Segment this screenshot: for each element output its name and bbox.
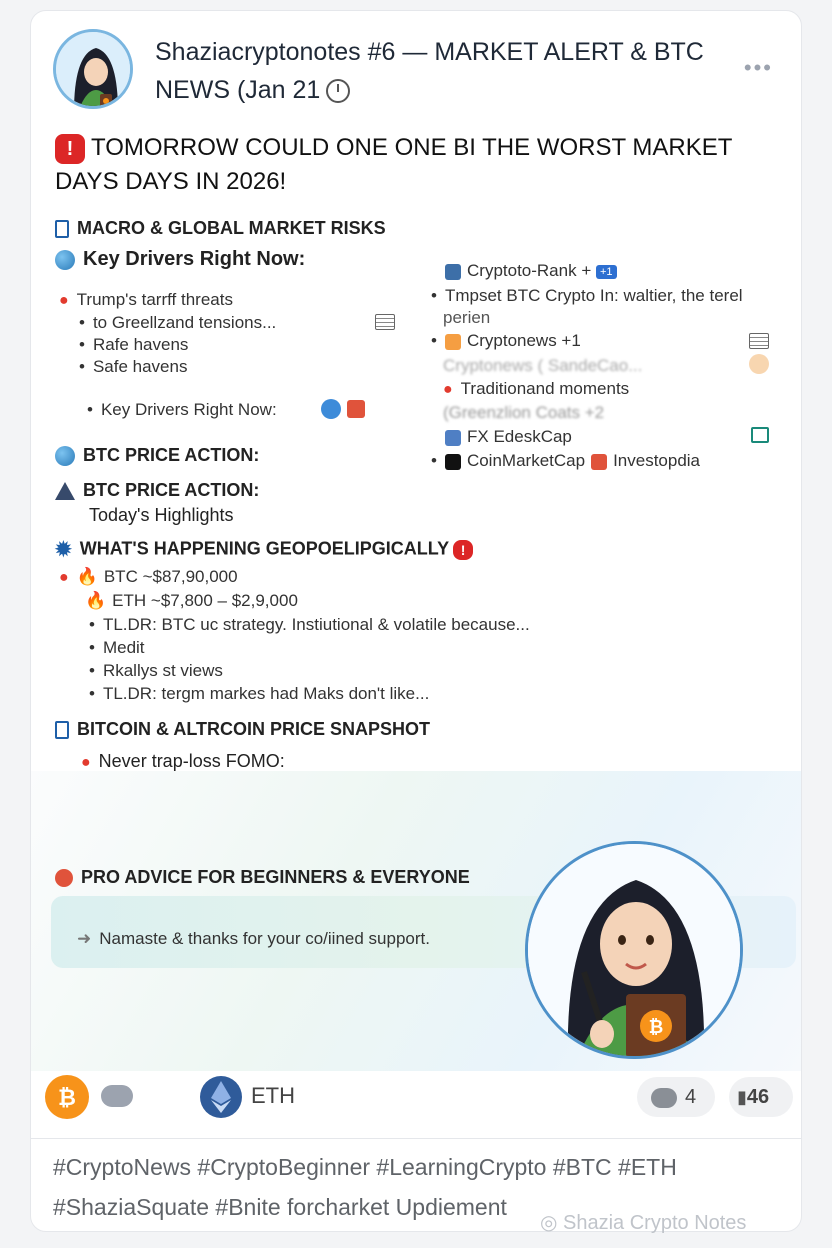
section-btc-action-2: BTC PRICE ACTION: (55, 480, 259, 501)
source-fx[interactable]: FX EdeskCap (445, 427, 572, 447)
tariff-item: ● Trump's tarrff threats (59, 290, 233, 309)
pin-icon: ● (59, 292, 69, 309)
post-actions (31, 1067, 802, 1139)
source-blurred: Cryptonews ( SandeCao... (443, 356, 643, 375)
section-geopolitical: ✹ WHAT'S HAPPENING GEOPOELIPGICALLY ! (55, 537, 479, 562)
headline: ! TOMORROW COULD ONE ONE BI THE WORST MARKET DAYS DAYS IN 2026! (55, 134, 732, 195)
source-cryptonews[interactable]: • Cryptonews +1 (431, 331, 581, 350)
namaste-text: ➜ Namaste & thanks for your co/iined support. (77, 929, 430, 948)
author-avatar[interactable] (53, 29, 133, 109)
list-item: • TL.DR: tergm markes had Maks don't like... (89, 684, 430, 703)
globe-icon (55, 250, 75, 270)
camera-icon: ◎ (540, 1212, 564, 1234)
highlights-label: Today's Highlights (89, 505, 234, 525)
cmc-icon (445, 454, 461, 470)
globe-icon (55, 446, 75, 466)
pin-icon: ● (81, 754, 91, 771)
post-card (30, 10, 802, 1232)
list-item: • Key Drivers Right Now: (87, 400, 277, 419)
post-title: Shaziacryptonotes #6 — MARKET ALERT & BTC NEWS (Jan 21 (155, 38, 704, 104)
bitcoin-icon[interactable] (45, 1075, 89, 1119)
illustration-avatar (525, 841, 743, 1059)
btc-price-item: ● 🔥 BTC ~$87,90,000 (59, 567, 238, 586)
pin-icon: ● (443, 381, 453, 398)
source-blurred-2: (Greenzlion Coats +2 (443, 403, 605, 422)
eth-price-item: 🔥 ETH ~$7,800 – $2,9,000 (85, 591, 298, 610)
pin-icon: ● (59, 569, 69, 586)
rank-icon (445, 264, 461, 280)
face-icon (749, 354, 769, 374)
network-icon (321, 399, 371, 419)
list-item: • Rkallys st views (89, 661, 223, 680)
source-desc-2: perien (443, 308, 491, 327)
source-desc: • Tmpset BTC Crypto In: waltier, the terel (431, 286, 743, 305)
section-pro-advice: PRO ADVICE FOR BEGINNERS & EVERYONE (55, 867, 470, 888)
section-macro: MACRO & GLOBAL MARKET RISKS (55, 218, 386, 239)
svg-text:₿: ₿ (648, 1017, 664, 1038)
eth-label: ETH (251, 1083, 295, 1108)
advice-icon (55, 869, 73, 887)
document-icon (375, 314, 395, 335)
list-item: • Rafe havens (79, 335, 189, 354)
arrow-right-icon: ➜ (77, 929, 92, 948)
svg-text:₿: ₿ (58, 1086, 76, 1111)
clock-icon (326, 79, 350, 103)
list-item: • Medit (89, 638, 145, 657)
ethereum-icon[interactable] (199, 1075, 243, 1119)
comments-button[interactable]: 4 (637, 1077, 715, 1117)
section-btc-action-1: BTC PRICE ACTION: (55, 445, 259, 466)
alert-icon: ! (453, 540, 473, 560)
source-cmc[interactable]: • CoinMarketCap Investopdia (431, 451, 701, 470)
fx-icon (445, 430, 461, 446)
chart-icon (751, 427, 769, 443)
list-item: • Safe havens (79, 357, 188, 376)
fire-icon: 🔥 (85, 591, 107, 610)
bookmark-icon (55, 721, 69, 739)
investopedia-icon (591, 454, 607, 470)
section-drivers: Key Drivers Right Now: (55, 248, 305, 271)
triangle-icon (55, 482, 75, 500)
star-icon: ✹ (55, 539, 72, 561)
hashtags[interactable]: #CryptoNews #CryptoBeginner #LearningCrypto #BTC #ETH #ShaziaSquate #Bnite forcharket Updiement (53, 1154, 677, 1220)
more-icon[interactable]: ••• (743, 55, 773, 80)
thumbs-up-icon: ▮ (737, 1087, 747, 1107)
alert-icon: ! (55, 134, 85, 164)
list-item: • to Greellzand tensions... (79, 313, 277, 332)
likes-button[interactable]: ▮46 (729, 1077, 793, 1117)
news-icon (445, 334, 461, 350)
list-item: • TL.DR: BTC uc strategy. Instiutional & volatile because... (89, 615, 530, 634)
source-cryptorank[interactable]: Cryptoto-Rank + +1 (445, 261, 617, 281)
watermark: ◎ Shazia Crypto Notes (540, 1212, 747, 1234)
link-icon[interactable] (101, 1085, 133, 1107)
never-item: ● Never trap-loss FOMO: (81, 751, 285, 771)
source-traditional: ● Traditionand moments (443, 379, 630, 398)
document-icon (749, 333, 769, 354)
section-snapshot: BITCOIN & ALTRCOIN PRICE SNAPSHOT (55, 719, 430, 740)
comment-icon (651, 1088, 677, 1108)
fire-icon: 🔥 (76, 567, 98, 586)
bookmark-icon (55, 220, 69, 238)
